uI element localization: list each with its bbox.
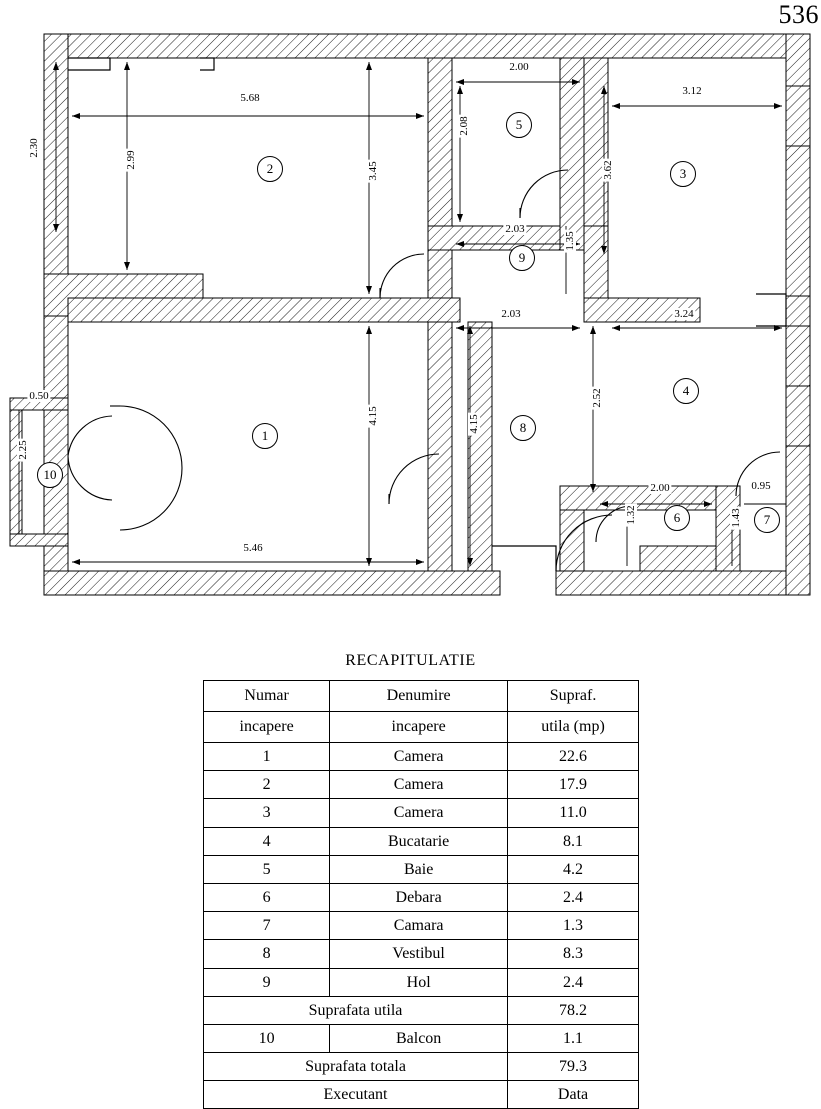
- dimension-label: 2.30: [28, 138, 40, 158]
- cell-area: 22.6: [508, 743, 639, 771]
- suprafata-utila-value: 78.2: [508, 996, 639, 1024]
- cell-num: 3: [204, 799, 330, 827]
- dimension-label-layer: [0, 26, 821, 596]
- cell-num: 1: [204, 743, 330, 771]
- recap-table: [203, 680, 639, 1109]
- dimension-label: 1.43: [730, 508, 742, 528]
- header-numar: Numar: [204, 681, 330, 712]
- cell-num: 9: [204, 968, 330, 996]
- dimension-label: 1.35: [564, 231, 576, 251]
- room-marker-7: 7: [754, 507, 780, 533]
- table-row-footer: [204, 1081, 639, 1109]
- dimension-label: 3.12: [682, 85, 702, 97]
- header-denumire: Denumire: [330, 681, 508, 712]
- cell-num: 4: [204, 827, 330, 855]
- balcon-value: 1.1: [508, 1024, 639, 1052]
- dimension-label: 3.24: [674, 308, 694, 320]
- cell-area: 4.2: [508, 855, 639, 883]
- suprafata-totala-value: 79.3: [508, 1053, 639, 1081]
- cell-area: 1.3: [508, 912, 639, 940]
- table-row: [204, 883, 639, 911]
- cell-name: Camera: [330, 743, 508, 771]
- room-marker-10: 10: [37, 462, 63, 488]
- floorplan-drawing: [0, 26, 821, 596]
- table-row: [204, 827, 639, 855]
- cell-name: Vestibul: [330, 940, 508, 968]
- dimension-label: 2.52: [591, 388, 603, 408]
- room-marker-5: 5: [506, 112, 532, 138]
- table-row: [204, 912, 639, 940]
- suprafata-utila-label: Suprafata utila: [204, 996, 508, 1024]
- dimension-label: 1.32: [625, 505, 637, 525]
- dimension-label: 2.03: [501, 308, 521, 320]
- cell-name: Hol: [330, 968, 508, 996]
- dimension-label: 4.15: [468, 414, 480, 434]
- table-header-row: [204, 681, 639, 712]
- table-row: [204, 968, 639, 996]
- dimension-label: 4.15: [367, 406, 379, 426]
- cell-num: 7: [204, 912, 330, 940]
- cell-name: Camera: [330, 771, 508, 799]
- header-supraf: Supraf.: [508, 681, 639, 712]
- dimension-label: 3.45: [367, 161, 379, 181]
- room-marker-6: 6: [664, 505, 690, 531]
- header-incapere-1: incapere: [204, 712, 330, 743]
- dimension-label: 2.03: [505, 223, 525, 235]
- table-row: [204, 940, 639, 968]
- table-row: [204, 743, 639, 771]
- table-row-suprafata-utila: [204, 996, 639, 1024]
- balcon-num: 10: [204, 1024, 330, 1052]
- header-incapere-2: incapere: [330, 712, 508, 743]
- table-row-balcon: [204, 1024, 639, 1052]
- dimension-label: 0.95: [751, 480, 771, 492]
- cell-area: 17.9: [508, 771, 639, 799]
- cell-num: 5: [204, 855, 330, 883]
- cell-name: Debara: [330, 883, 508, 911]
- cell-area: 2.4: [508, 968, 639, 996]
- footer-data: Data: [508, 1081, 639, 1109]
- page-corner-number: 536: [778, 0, 819, 29]
- room-marker-2: 2: [257, 156, 283, 182]
- suprafata-totala-label: Suprafata totala: [204, 1053, 508, 1081]
- cell-num: 2: [204, 771, 330, 799]
- room-marker-3: 3: [670, 161, 696, 187]
- dimension-label: 0.50: [29, 390, 49, 402]
- table-row: [204, 855, 639, 883]
- cell-num: 6: [204, 883, 330, 911]
- cell-area: 11.0: [508, 799, 639, 827]
- room-marker-4: 4: [673, 378, 699, 404]
- room-marker-8: 8: [510, 415, 536, 441]
- cell-area: 8.3: [508, 940, 639, 968]
- cell-area: 2.4: [508, 883, 639, 911]
- header-utila-mp: utila (mp): [508, 712, 639, 743]
- dimension-label: 2.00: [650, 482, 670, 494]
- dimension-label: 3.62: [602, 160, 614, 180]
- footer-executant: Executant: [204, 1081, 508, 1109]
- cell-name: Camera: [330, 799, 508, 827]
- dimension-label: 2.08: [458, 116, 470, 136]
- dimension-label: 2.25: [17, 440, 29, 460]
- cell-name: Camara: [330, 912, 508, 940]
- room-marker-1: 1: [252, 423, 278, 449]
- recap-title: RECAPITULATIE: [345, 652, 476, 669]
- recap-body: [204, 743, 639, 997]
- dimension-label: 2.00: [509, 61, 529, 73]
- dimension-label: 5.46: [243, 542, 263, 554]
- dimension-label: 5.68: [240, 92, 260, 104]
- cell-name: Baie: [330, 855, 508, 883]
- room-marker-9: 9: [509, 245, 535, 271]
- table-header-row-2: [204, 712, 639, 743]
- cell-area: 8.1: [508, 827, 639, 855]
- dimension-label: 2.99: [125, 150, 137, 170]
- balcon-name: Balcon: [330, 1024, 508, 1052]
- table-row: [204, 771, 639, 799]
- table-row: [204, 799, 639, 827]
- table-row-suprafata-totala: [204, 1053, 639, 1081]
- cell-name: Bucatarie: [330, 827, 508, 855]
- cell-num: 8: [204, 940, 330, 968]
